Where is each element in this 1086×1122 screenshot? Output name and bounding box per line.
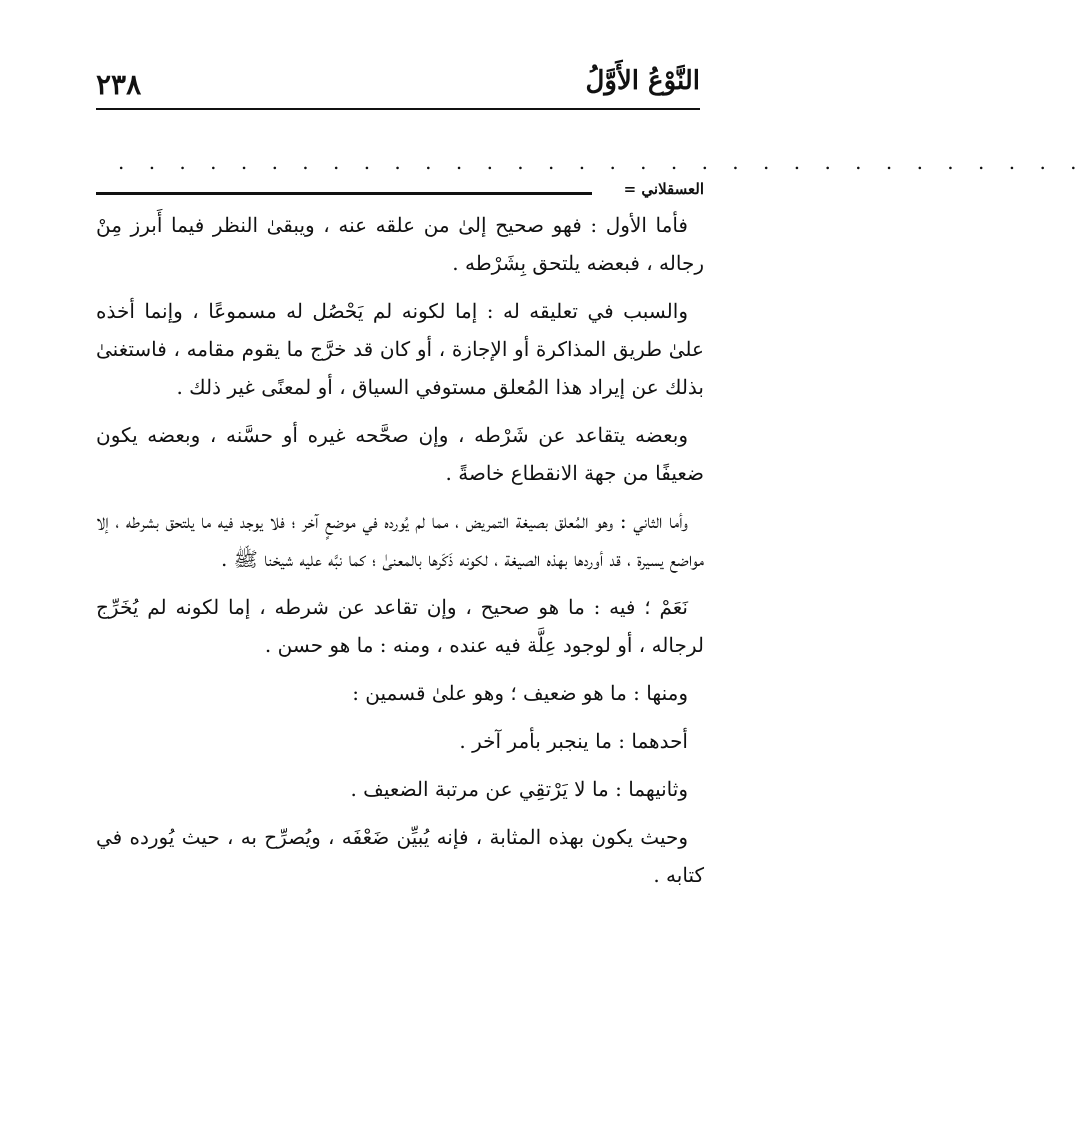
source-label: العسقلاني = xyxy=(623,180,704,198)
source-rule xyxy=(96,192,592,195)
paragraph: وأما الثاني : وهو المُعلق بصيغة التمريض ، مما لم يُورده في موضعٍ آخر ؛ فلا يوجد فيه ما يلتحق بشرطه ، إلا مواضع يسيرة ، قد أوردها بهذه الصيغة ، لكونه ذَكَرها بالمعنىٰ ؛ كما نبَّه عليه شيخنا ﷺ . xyxy=(96,509,704,571)
paragraph: وثانيهما : ما لا يَرْتقِي عن مرتبة الضعيف . xyxy=(350,777,688,801)
page-header xyxy=(96,62,700,106)
paragraph: فأما الأول : فهو صحيح إلىٰ من علقه عنه ، ويبقىٰ النظر فيما أَبرز مِنْ رجاله ، فبعضه يلتحق بِشَرْطه . xyxy=(96,213,704,275)
body-text xyxy=(96,206,704,904)
page-number: ٢٣٨ xyxy=(96,68,142,101)
source-line xyxy=(96,180,704,204)
paragraph: نَعَمْ ؛ فيه : ما هو صحيح ، وإن تقاعد عن شرطه ، إما لكونه لم يُخَرِّج لرجاله ، أو لوجود عِلَّة فيه عنده ، ومنه : ما هو حسن . xyxy=(96,595,704,657)
paragraph: ومنها : ما هو ضعيف ؛ وهو علىٰ قسمين : xyxy=(352,681,688,705)
paragraph: والسبب في تعليقه له : إما لكونه لم يَحْصُل له مسموعًا ، وإنما أخذه علىٰ طريق المذاكرة أو الإجازة ، أو كان قد خرَّج ما يقوم مقامه ، فاستغنىٰ بذلك عن إيراد هذا المُعلق مستوفي السياق ، أو لمعنًى غير ذلك . xyxy=(96,299,704,399)
paragraph: أحدهما : ما ينجبر بأمر آخر . xyxy=(459,729,688,753)
paragraph: وحيث يكون بهذه المثابة ، فإنه يُبيِّن ضَعْفَه ، ويُصرِّح به ، حيث يُورده في كتابه . xyxy=(96,825,704,887)
separator-dots: . . . . . . . . . . . . . . . . . . . . . . . . . . . . . . . . xyxy=(118,150,1086,174)
paragraph: وبعضه يتقاعد عن شَرْطه ، وإن صحَّحه غيره أو حسَّنه ، وبعضه يكون ضعيفًا من جهة الانقطاع خاصةً . xyxy=(96,423,704,485)
header-rule xyxy=(96,108,700,110)
chapter-title: النَّوْعُ الأَوَّلُ xyxy=(585,66,700,96)
